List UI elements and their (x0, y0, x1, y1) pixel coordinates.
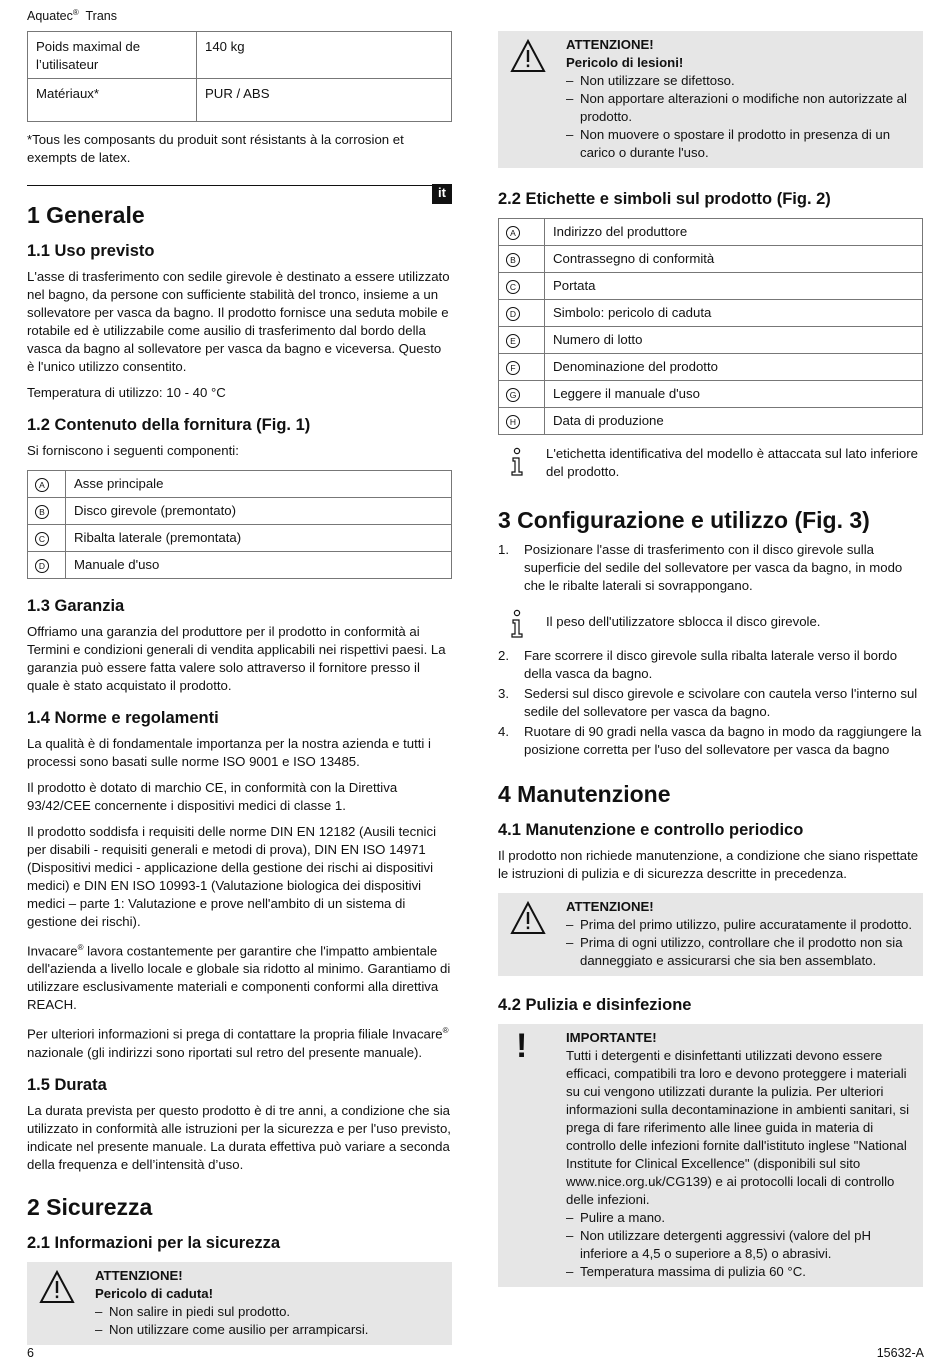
list-item: – Non utilizzare detergenti aggressivi (valore del pH inferiore a 4,5 o superiore a 8,5) o abrasivi. (566, 1227, 915, 1263)
warning-triangle-icon (39, 1270, 75, 1304)
spec-table (27, 31, 452, 122)
item-text: Simbolo: pericolo di caduta (545, 300, 923, 327)
table-row (499, 408, 923, 435)
section-title: 3 Configurazione e utilizzo (Fig. 3) (498, 507, 870, 533)
section-title: 1 Generale (27, 202, 145, 228)
item-letter: E (506, 334, 520, 348)
subsection-title: 1.3 Garanzia (27, 597, 125, 615)
item-letter: G (506, 388, 520, 402)
paragraph: Temperatura di utilizzo: 10 - 40 °C (27, 385, 226, 400)
document-code: 15632-A (876, 1346, 924, 1360)
list-item: 4. Ruotare di 90 gradi nella vasca da bagno in modo da raggiungere la posizione corretta per l'uso del sollevatore per vasca da bagno (498, 724, 922, 757)
section-title: 4 Manutenzione (498, 781, 671, 807)
item-text: Asse principale (66, 471, 452, 498)
important-title: IMPORTANTE! (566, 1030, 657, 1045)
item-letter: H (506, 415, 520, 429)
paragraph: Si forniscono i seguenti componenti: (27, 443, 239, 458)
right-column (498, 31, 923, 1301)
item-text: Leggere il manuale d'uso (545, 381, 923, 408)
warning-list (95, 1303, 444, 1339)
warning-triangle-icon (510, 39, 546, 73)
item-text: Contrassegno di conformità (545, 246, 923, 273)
steps-list (498, 541, 923, 595)
info-note (498, 445, 923, 481)
paragraph: Il prodotto è dotato di marchio CE, in conformità con la Direttiva 93/42/CEE concernente i dispositivi medici di classe 1. (27, 780, 398, 813)
spec-key: Poids maximal de l’utilisateur (28, 32, 197, 79)
warning-subtitle: Pericolo di lesioni! (566, 55, 684, 70)
table-row (499, 381, 923, 408)
item-text: Data di produzione (545, 408, 923, 435)
list-item: 3. Sedersi sul disco girevole e scivolare con cautela verso l'interno sul sedile del sollevatore per vasca da bagno. (498, 686, 918, 719)
paragraph: L'asse di trasferimento con sedile girevole è destinato a essere utilizzato nel bagno, da persone con sufficiente stabilità del tronco, insieme a un sollevatore per vasca da bagno. Il prodotto fornisce una seduta mobile e rotabile ed è utilizzabile come ausilio di trasferimento dal bordo della vasca da bagno al sollevatore per vasca da bagno e viceversa. Questo è l'unico utilizzo consentito. (27, 269, 450, 374)
list-item: – Prima di ogni utilizzo, controllare che il prodotto non sia danneggiato e assicurarsi che sia ben assemblato. (566, 934, 915, 970)
warning-list (566, 72, 915, 162)
warning-title: ATTENZIONE! (566, 899, 654, 914)
list-item: – Non utilizzare se difettoso. (566, 72, 915, 90)
table-row (28, 498, 452, 525)
table-row (499, 246, 923, 273)
item-text: Indirizzo del produttore (545, 219, 923, 246)
spec-value: 140 kg (197, 32, 452, 79)
table-row (28, 471, 452, 498)
item-letter: D (506, 307, 520, 321)
subsection-title: 4.2 Pulizia e disinfezione (498, 996, 692, 1014)
subsection-title: 1.5 Durata (27, 1075, 107, 1094)
paragraph: La qualità è di fondamentale importanza per la nostra azienda e tutti i processi sono basati sulle norme ISO 9001 e ISO 13485. (27, 736, 431, 769)
item-text: Disco girevole (premontato) (66, 498, 452, 525)
item-letter: F (506, 361, 520, 375)
item-letter: B (506, 253, 520, 267)
table-row (28, 525, 452, 552)
list-item: – Prima del primo utilizzo, pulire accuratamente il prodotto. (566, 916, 915, 934)
item-text: Denominazione del prodotto (545, 354, 923, 381)
running-header: Aquatec® Trans (27, 8, 118, 24)
info-icon (508, 609, 526, 639)
paragraph: La durata prevista per questo prodotto è di tre anni, a condizione che sia utilizzato in conformità alle istruzioni per la sicurezza e per l'uso previsto, indicate nel presente manuale. La durata effettiva può variare a seconda della frequenza e dell’intensità d’uso. (27, 1102, 451, 1172)
subsection-title: 1.2 Contenuto della fornitura (Fig. 1) (27, 416, 311, 434)
section-rule (27, 185, 452, 200)
warning-triangle-icon (510, 901, 546, 935)
warning-box (498, 893, 923, 976)
warning-list (566, 916, 915, 970)
table-row (28, 552, 452, 579)
table-row (499, 273, 923, 300)
contents-table (27, 470, 452, 579)
paragraph: Il prodotto non richiede manutenzione, a condizione che siano rispettate le istruzioni di pulizia e di sicurezza descritte in precedenza. (498, 848, 919, 881)
list-item: – Temperatura massima di pulizia 60 °C. (566, 1263, 915, 1281)
list-item: – Pulire a mano. (566, 1209, 915, 1227)
warning-box (498, 31, 923, 168)
item-text: Portata (545, 273, 923, 300)
info-text: Il peso dell'utilizzatore sblocca il disco girevole. (546, 614, 821, 629)
table-row (499, 300, 923, 327)
warning-subtitle: Pericolo di caduta! (95, 1285, 213, 1301)
spec-value: PUR / ABS (197, 79, 452, 122)
item-text: Ribalta laterale (premontata) (66, 525, 452, 552)
list-item: 2. Fare scorrere il disco girevole sulla ribalta laterale verso il bordo della vasca da bagno. (498, 648, 898, 681)
info-note (498, 607, 923, 631)
page-number: 6 (27, 1346, 34, 1360)
language-badge: it (432, 184, 452, 204)
list-item: – Non salire in piedi sul prodotto. (95, 1303, 444, 1321)
item-letter: D (35, 559, 49, 573)
subsection-title: 1.4 Norme e regolamenti (27, 709, 219, 727)
important-box (498, 1024, 923, 1287)
spec-note: *Tous les composants du produit sont résistants à la corrosion et exempts de latex. (27, 132, 404, 165)
item-letter: C (506, 280, 520, 294)
info-text: L'etichetta identificativa del modello è attaccata sul lato inferiore del prodotto. (546, 446, 918, 479)
warning-box (27, 1262, 452, 1345)
important-list (566, 1209, 915, 1281)
subsection-title: 2.2 Etichette e simboli sul prodotto (Fig. 2) (498, 190, 831, 208)
item-text: Manuale d'uso (66, 552, 452, 579)
list-item: – Non apportare alterazioni o modifiche non autorizzate al prodotto. (566, 90, 915, 126)
table-row (499, 327, 923, 354)
warning-title: ATTENZIONE! (95, 1267, 183, 1283)
labels-table (498, 218, 923, 435)
subsection-title: 1.1 Uso previsto (27, 242, 155, 260)
subsection-title: 2.1 Informazioni per la sicurezza (27, 1233, 281, 1252)
left-column (27, 31, 452, 1359)
item-text: Numero di lotto (545, 327, 923, 354)
important-text: Tutti i detergenti e disinfettanti utilizzati devono essere efficaci, compatibili tra loro e devono proteggere i materiali su cui vengono utilizzati durante la pulizia. Per ulteriori informazioni sulla decontaminazione in ambienti sanitari, si prega di fare riferimento alle linee guida in materia di controllo delle infezioni fornite dall'istituto inglese "National Institute for Clinical Excellence" (disponibili sul sito www.nice.org.uk/CG139) e ai protocolli locali di controllo delle infezioni. (566, 1048, 910, 1207)
table-row (28, 79, 452, 122)
table-row (499, 219, 923, 246)
list-item: – Non utilizzare come ausilio per arrampicarsi. (95, 1321, 444, 1339)
subsection-title: 4.1 Manutenzione e controllo periodico (498, 821, 804, 839)
item-letter: B (35, 505, 49, 519)
warning-title: ATTENZIONE! (566, 37, 654, 52)
table-row (499, 354, 923, 381)
paragraph: Per ulteriori informazioni si prega di contattare la propria filiale Invacare® nazionale (gli indirizzi sono riportati sul retro del presente manuale). (27, 1026, 449, 1060)
list-item: 1. Posizionare l'asse di trasferimento con il disco girevole sulla superficie del sedile del sollevatore per vasca da bagno, in modo che le ribalte laterali si sovrappongano. (498, 542, 903, 593)
item-letter: A (506, 226, 520, 240)
exclamation-icon: ! (516, 1027, 528, 1065)
info-icon (508, 447, 526, 477)
steps-list (498, 647, 923, 759)
paragraph: Invacare® lavora costantemente per garantire che l'impatto ambientale dell'azienda a livello locale e globale sia ridotto al minimo. Garantiamo di utilizzare esclusivamente materiali e componenti conformi alla direttiva REACH. (27, 943, 451, 1013)
paragraph: Offriamo una garanzia del produttore per il prodotto in conformità ai Termini e condizioni generali di vendita applicabili nei rispettivi paesi. La garanzia può essere fatta valere solo attraverso il fornitore presso il quale è stato acquistato il prodotto. (27, 624, 446, 693)
item-letter: C (35, 532, 49, 546)
table-row (28, 32, 452, 79)
spec-key: Matériaux* (28, 79, 197, 122)
list-item: – Non muovere o spostare il prodotto in presenza di un carico o durante l'uso. (566, 126, 915, 162)
section-title: 2 Sicurezza (27, 1193, 153, 1220)
paragraph: Il prodotto soddisfa i requisiti delle norme DIN EN 12182 (Ausili tecnici per disabili - requisiti generali e metodi di prova), DIN EN ISO 14971 (Dispositivi medici - applicazione della gestione dei rischi ai dispositivi medici) e DIN EN ISO 10993-1 (Valutazione biologica dei dispositivi medici – parte 1: Valutazione e prove nell'ambito di un sistema di gestione dei rischi). (27, 824, 437, 929)
item-letter: A (35, 478, 49, 492)
